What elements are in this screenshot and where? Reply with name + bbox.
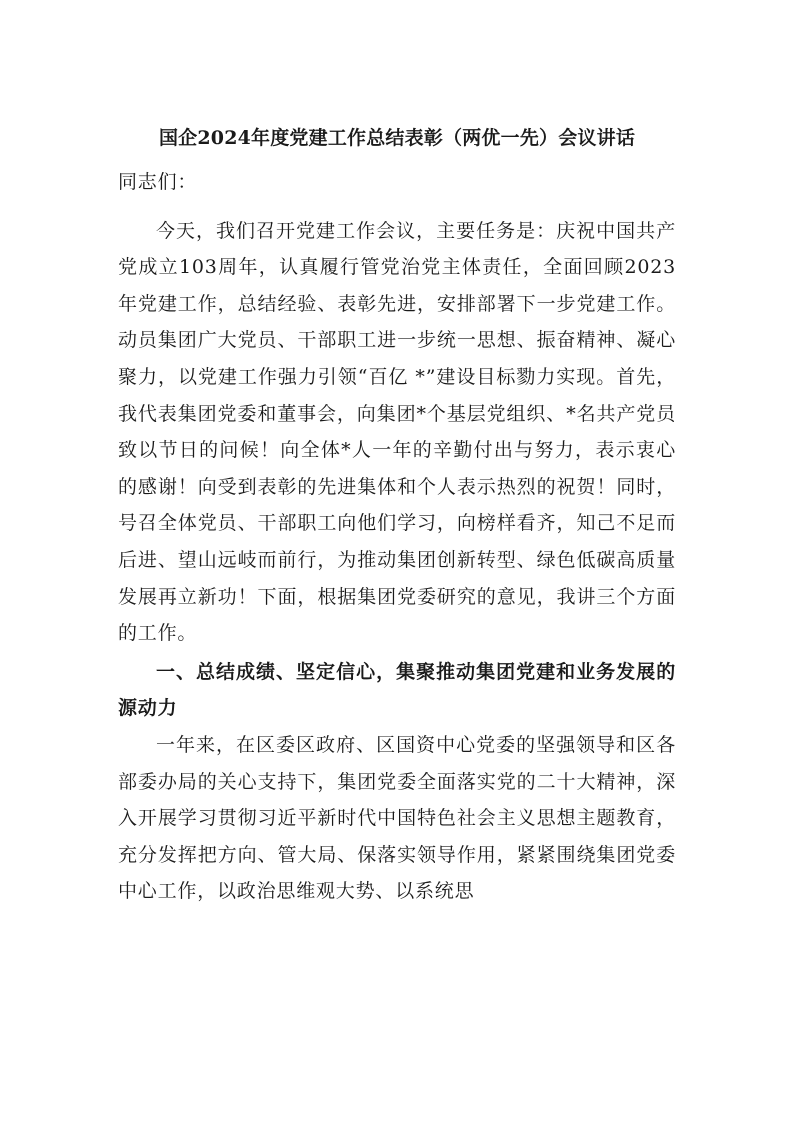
document-title: 国企2024年度党建工作总结表彰（两优一先）会议讲话 xyxy=(158,127,636,149)
salutation: 同志们： xyxy=(118,171,198,193)
section-heading: 一、总结成绩、坚定信心，集聚推动集团党建和业务发展的源动力 xyxy=(118,660,676,720)
section-paragraph: 一年来，在区委区政府、区国资中心党委的坚强领导和区各部委办局的关心支持下，集团党委全面落实党的二十大精神，深入开展学习贯彻习近平新时代中国特色社会主义思想主题教育，充分发挥把方向、管大局、保落实领导作用，紧紧围绕集团党委中心工作，以政治思维观大势、以系统思 xyxy=(118,733,676,903)
intro-paragraph: 今天，我们召开党建工作会议，主要任务是：庆祝中国共产党成立103周年，认真履行管党治党主体责任，全面回顾2023年党建工作，总结经验、表彰先进，安排部署下一步党建工作。动员集团广大党员、干部职工进一步统一思想、振奋精神、凝心聚力，以党建工作强力引领“百亿 *”建设目标勠力实现。首先，我代表集团党委和董事会，向集团*个基层党组织、*名共产党员致以节日的问候！向全体*人一年的辛勤付出与努力，表示衷心的感谢！向受到表彰的先进集体和个人表示热烈的祝贺！同时，号召全体党员、干部职工向他们学习，向榜样看齐，知己不足而后进、望山远岐而前行，为推动集团创新转型、绿色低碳高质量发展再立新功！下面，根据集团党委研究的意见，我讲三个方面的工作。 xyxy=(118,219,676,645)
document-page xyxy=(118,118,676,1078)
